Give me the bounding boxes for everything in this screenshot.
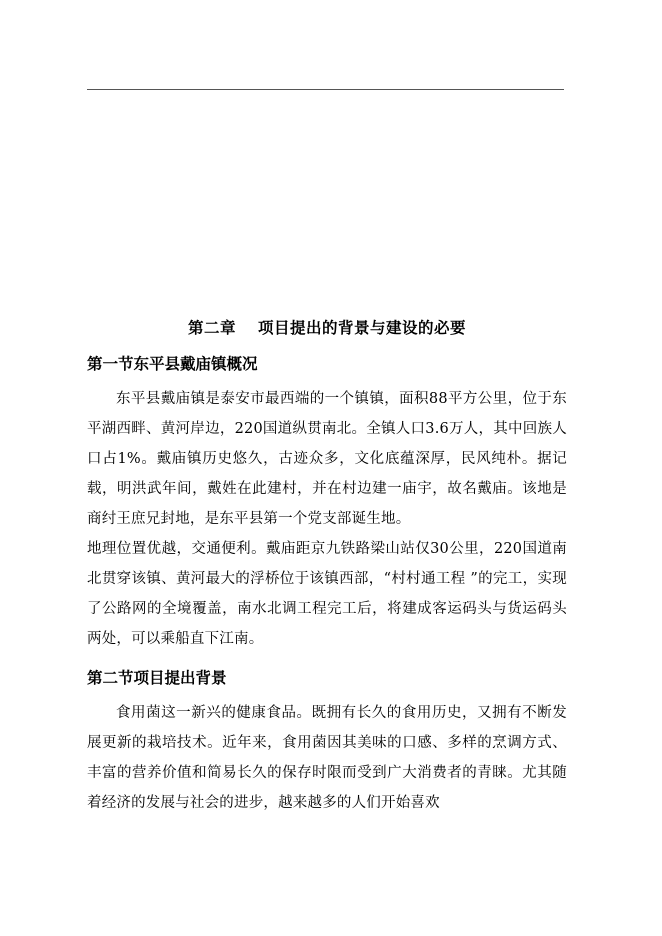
paragraph: 地理位置优越，交通便利。戴庙距京九铁路梁山站仅30公里，220国道南北贯穿该镇、黄河最大的浮桥位于该镇西部，“村村通工程 ”的完工，实现了公路网的全境覆盖，南水北调工程完工后，将建成客运码头与货运码头两处，可以乘船直下江南。	[87, 541, 567, 647]
header-rule	[87, 89, 564, 90]
chapter-title	[87, 316, 567, 340]
chapter-name: 项目提出的背景与建设的必要	[258, 318, 467, 337]
paragraph: 东平县戴庙镇是泰安市最西端的一个镇镇，面积88平方公里，位于东平湖西畔、黄河岸边，220国道纵贯南北。全镇人口3.6万人，其中回族人口占1%。戴庙镇历史悠久，古迹众多，文化底蕴深厚，民风纯朴。据记载，明洪武年间，戴姓在此建村，并在村边建一庙宇，故名戴庙。该地是商纣王庶兄封地，是东平县第一个党支部诞生地。	[87, 391, 567, 527]
chapter-number: 第二章	[187, 318, 236, 337]
section-title-2: 第二节项目提出背景	[87, 668, 227, 687]
section-title-1: 第一节东平县戴庙镇概况	[87, 354, 258, 373]
document-body	[87, 316, 567, 818]
paragraph: 食用菌这一新兴的健康食品。既拥有长久的食用历史，又拥有不断发展更新的栽培技术。近年来，食用菌因其美味的口感、多样的烹调方式、丰富的营养价值和简易长久的保存时限而受到广大消费者的青睐。尤其随着经济的发展与社会的进步，越来越多的人们开始喜欢	[87, 705, 567, 811]
